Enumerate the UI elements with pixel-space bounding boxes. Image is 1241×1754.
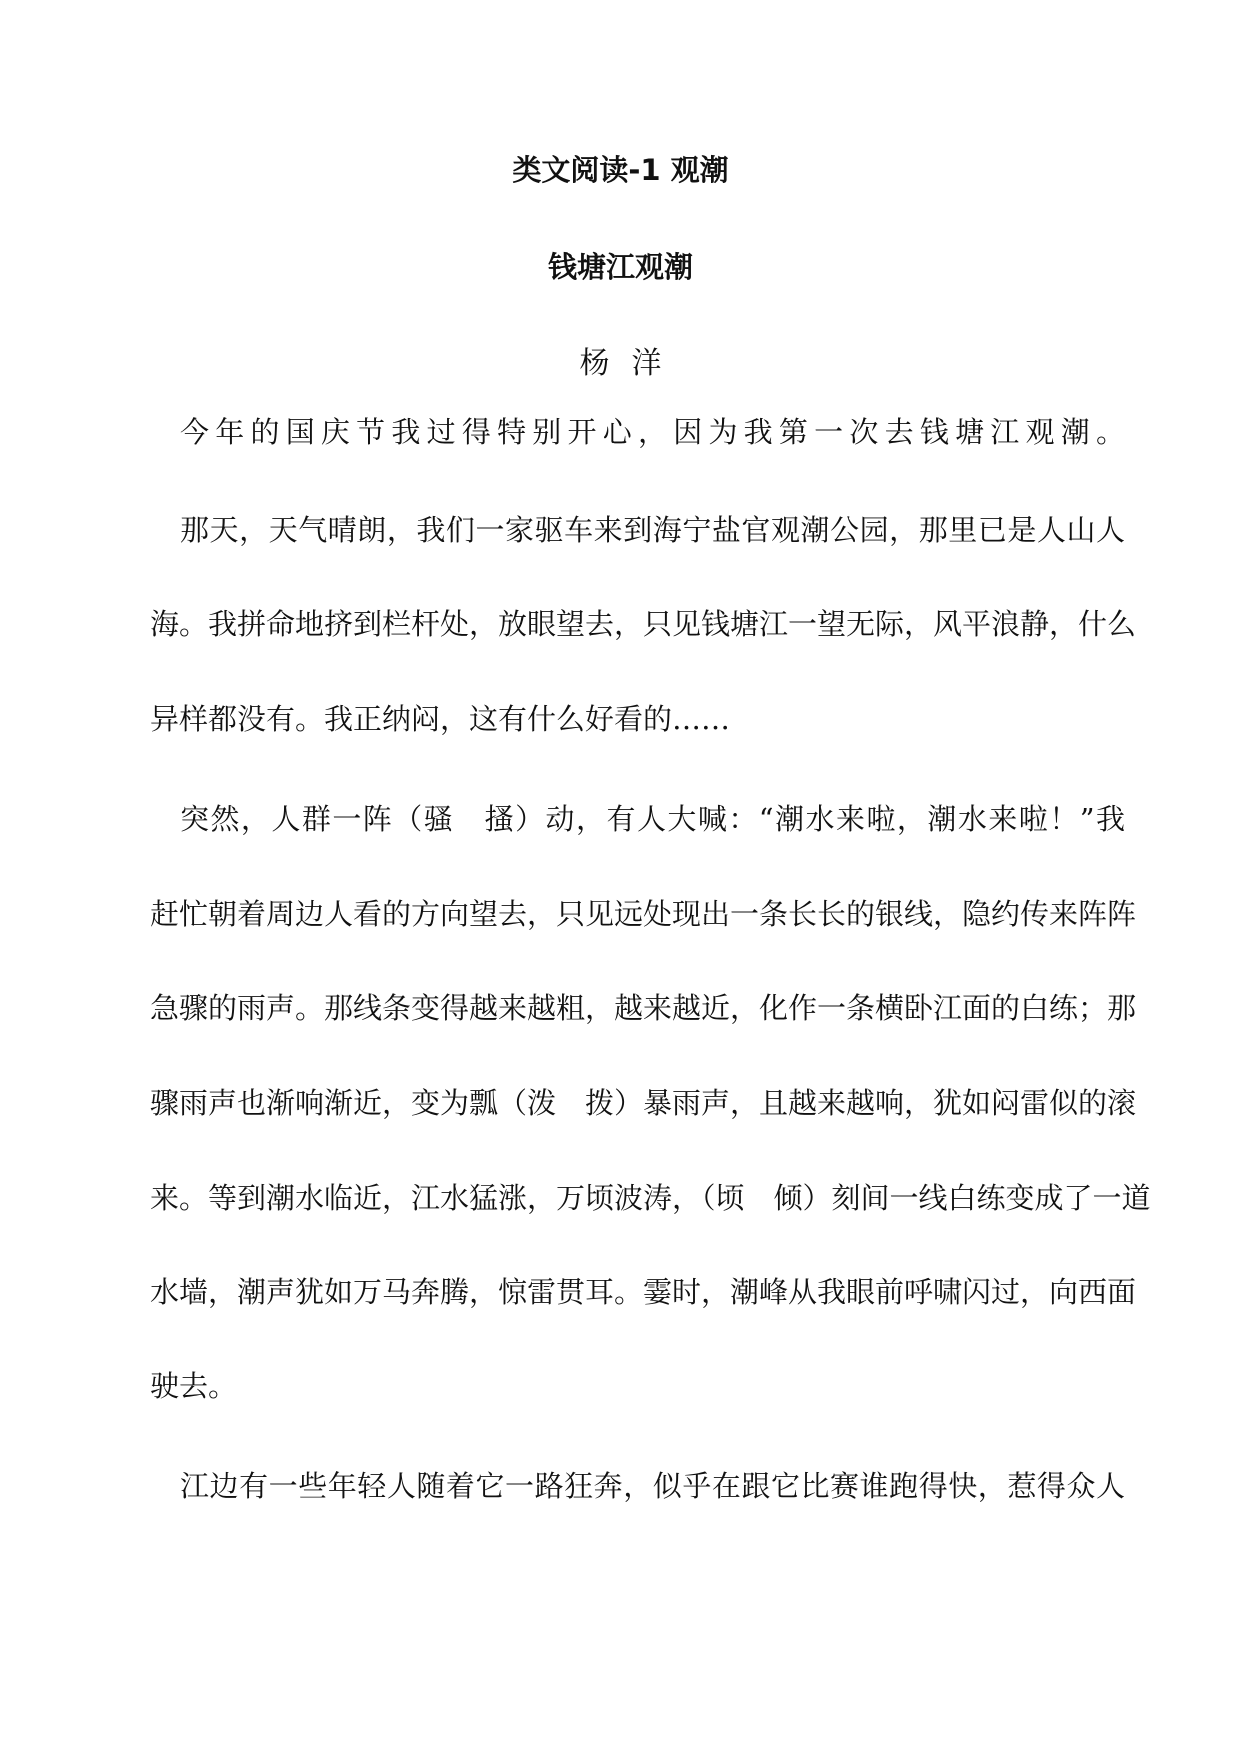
paragraph-1-line-1: 今年的国庆节我过得特别开心，因为我第一次去钱塘江观潮。 (180, 415, 1125, 449)
paragraph-3-line-5: 来。等到潮水临近，江水猛涨，万顷波涛，（顷 倾）刻间一线白练变成了一道 (150, 1181, 1151, 1215)
paragraph-2-line-3: 异样都没有。我正纳闷，这有什么好看的…… (150, 702, 731, 736)
author-name: 杨洋 (579, 346, 684, 381)
paragraph-3-line-3: 急骤的雨声。那线条变得越来越粗，越来越近，化作一条横卧江面的白练；那 (150, 991, 1137, 1025)
paragraph-2-line-2: 海。我拼命地挤到栏杆处，放眼望去，只见钱塘江一望无际，风平浪静，什么 (150, 607, 1137, 641)
paragraph-3-line-2: 赶忙朝着周边人看的方向望去，只见远处现出一条长长的银线，隐约传来阵阵 (150, 897, 1137, 931)
paragraph-4-line-1: 江边有一些年轻人随着它一路狂奔，似乎在跟它比赛谁跑得快，惹得众人 (180, 1469, 1125, 1503)
paragraph-3-line-1: 突然，人群一阵（骚 搔）动，有人大喊：“潮水来啦，潮水来啦！”我 (180, 802, 1125, 836)
paragraph-2-line-1: 那天，天气晴朗，我们一家驱车来到海宁盐官观潮公园，那里已是人山人 (180, 513, 1125, 547)
paragraph-3-line-6: 水墙，潮声犹如万马奔腾，惊雷贯耳。霎时，潮峰从我眼前呼啸闪过，向西面 (150, 1275, 1137, 1309)
paragraph-3-line-4: 骤雨声也渐响渐近，变为瓢（泼 拨）暴雨声，且越来越响，犹如闷雷似的滚 (150, 1086, 1137, 1120)
paragraph-3-line-7: 驶去。 (150, 1369, 238, 1403)
document-title: 类文阅读-1 观潮 (512, 153, 729, 187)
article-title: 钱塘江观潮 (547, 250, 693, 284)
